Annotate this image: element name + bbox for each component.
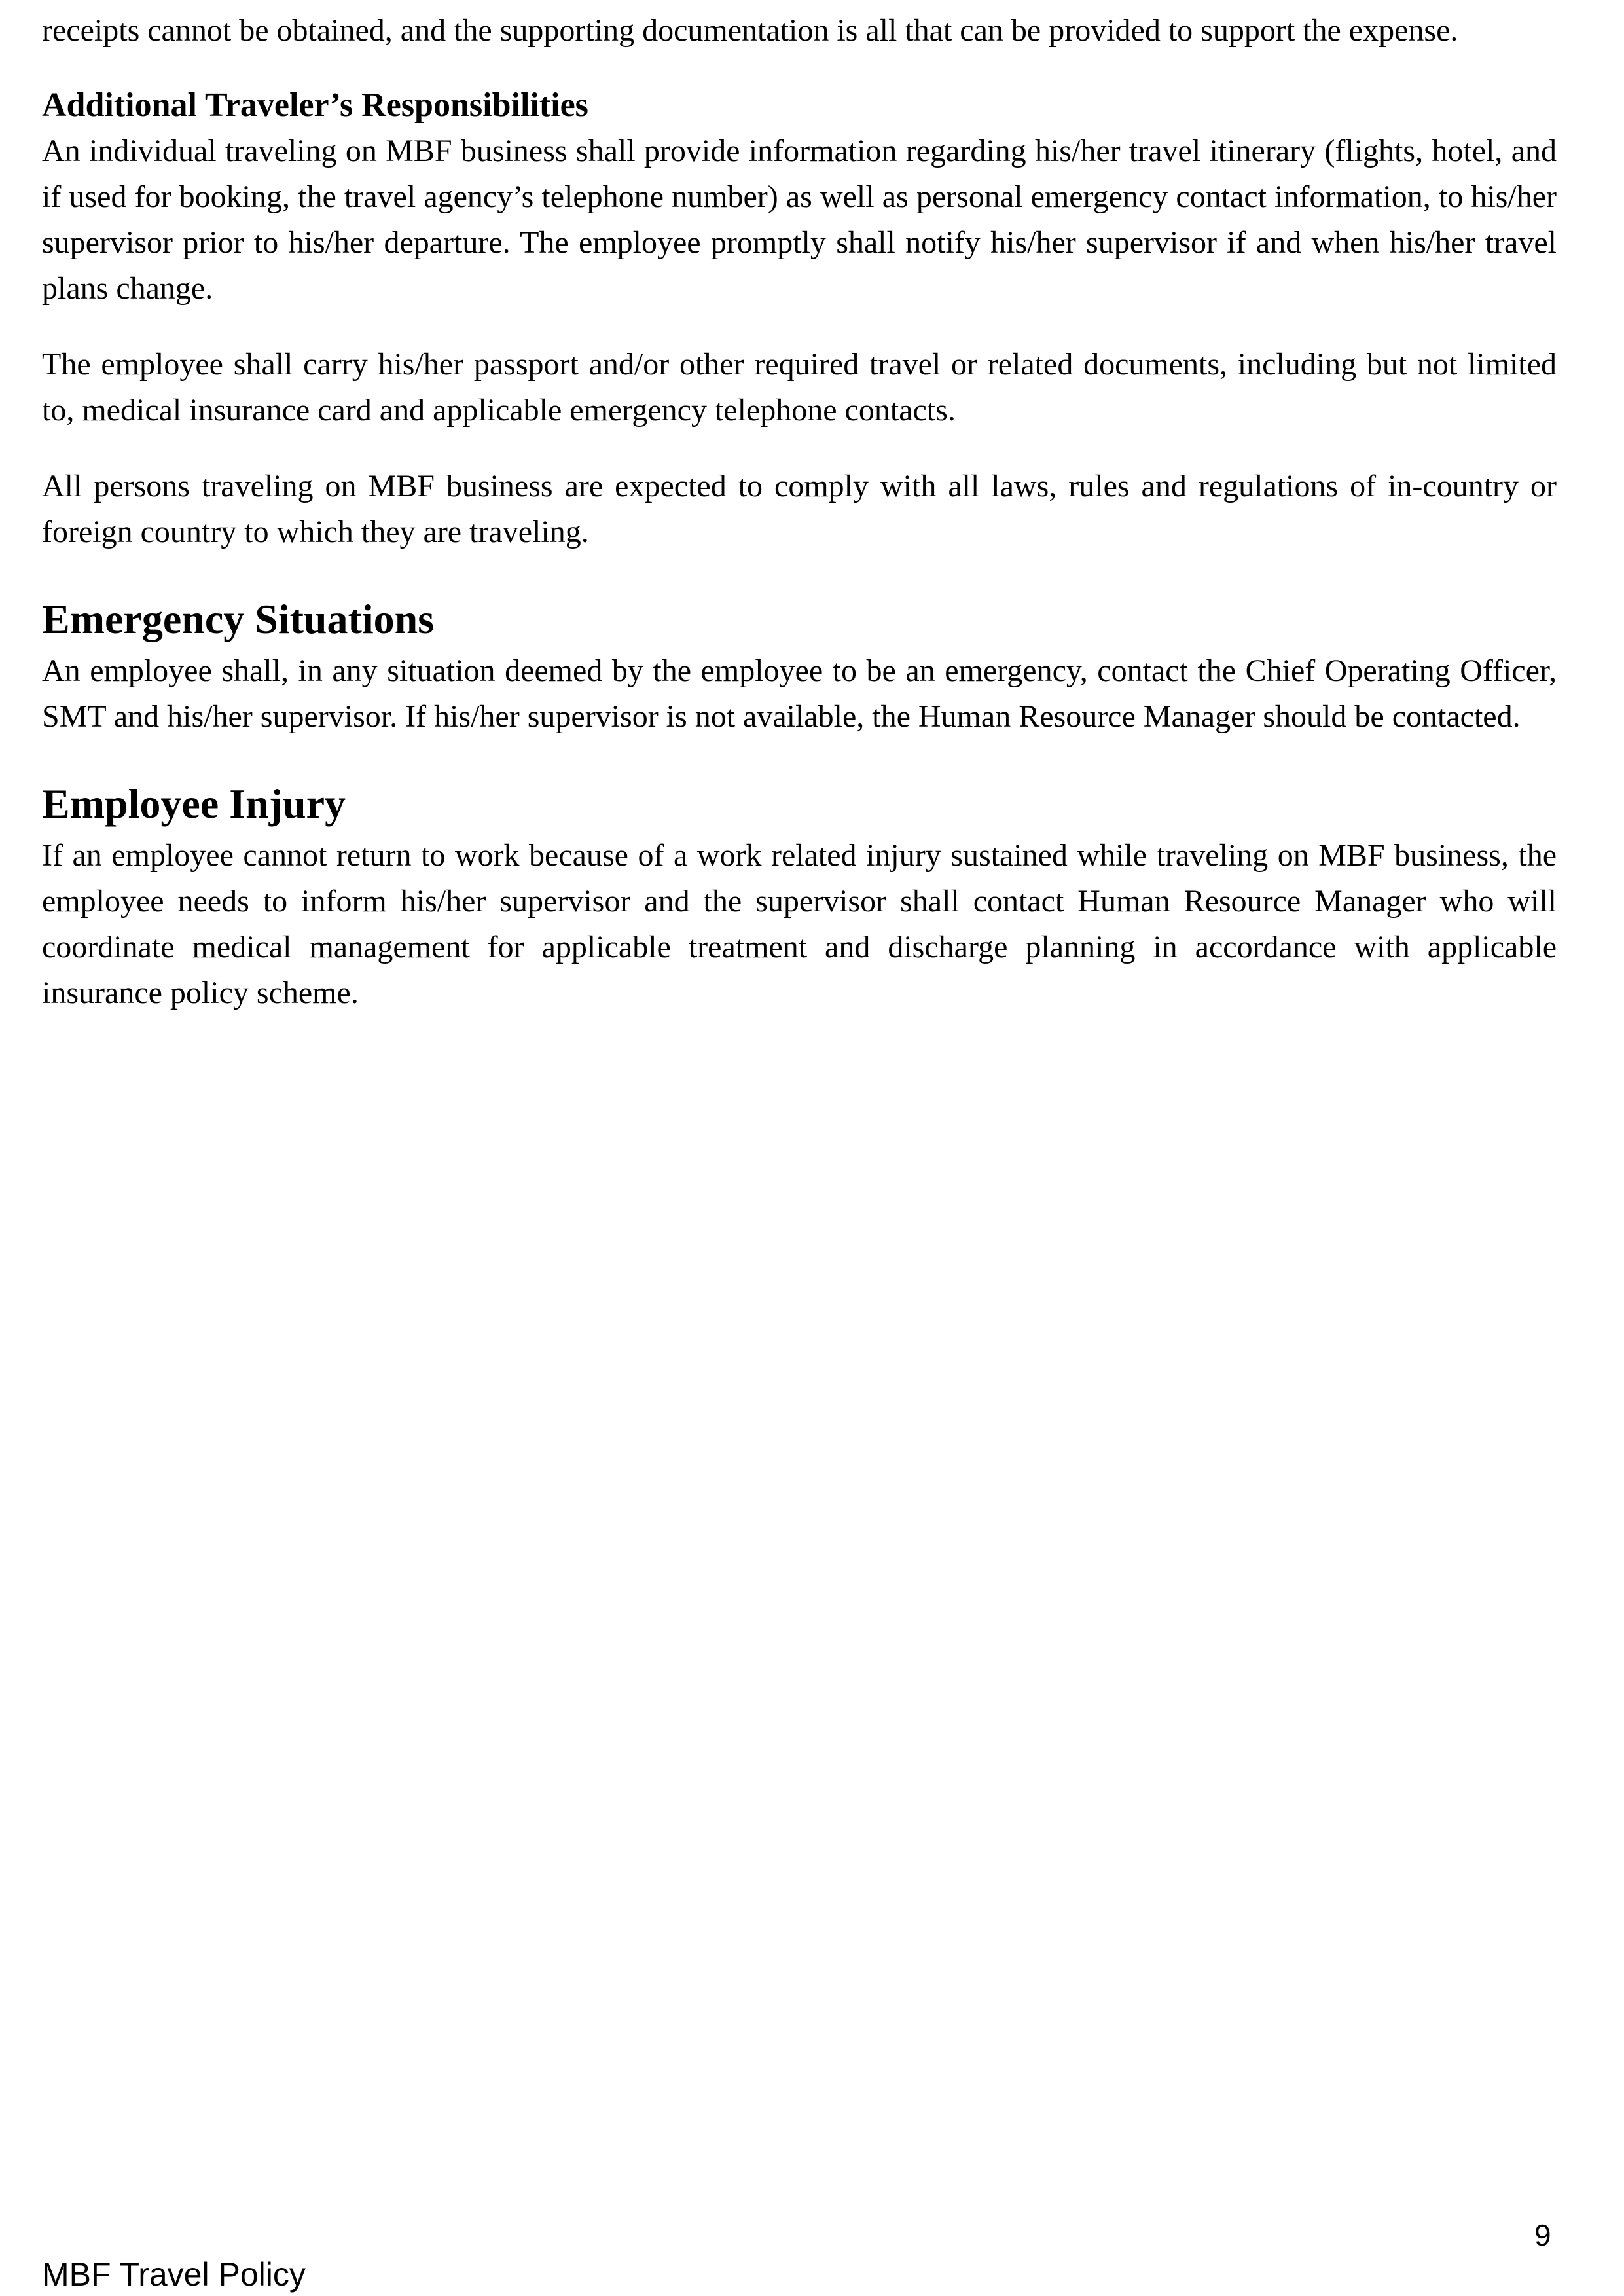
- footer-document-title: MBF Travel Policy: [42, 2256, 306, 2293]
- employee-injury-heading: Employee Injury: [42, 780, 346, 827]
- emergency-paragraph: An employee shall, in any situation deemed by the employee to be an emergency, contact the Chief Operating Officer, SMT and his/her supervisor. If his/her supervisor is not available, the Human Resource Manager should be contacted.: [42, 653, 1557, 734]
- itinerary-paragraph: An individual traveling on MBF business shall provide information regarding his/her travel itinerary (flights, hotel, and if used for booking, the travel agency’s telephone number) as well as personal emergency contact information, to his/her supervisor prior to his/her departure. The employee promptly shall notify his/her supervisor if and when his/her travel plans change.: [42, 134, 1557, 306]
- emergency-situations-heading: Emergency Situations: [42, 596, 435, 642]
- employee-injury-section: [42, 779, 1557, 1016]
- continued-paragraph: receipts cannot be obtained, and the supporting documentation is all that can be provided to support the expense.: [42, 13, 1458, 48]
- documents-paragraph: The employee shall carry his/her passport and/or other required travel or related documents, including but not limited to, medical insurance card and applicable emergency telephone contacts.: [42, 347, 1557, 428]
- traveler-responsibilities-section: [42, 82, 1557, 555]
- page-number: 9: [1534, 2218, 1551, 2252]
- emergency-situations-section: [42, 594, 1557, 740]
- compliance-paragraph: All persons traveling on MBF business are expected to comply with all laws, rules and regulations of in-country or foreign country to which they are traveling.: [42, 469, 1557, 549]
- page-content: [42, 8, 1557, 1016]
- traveler-responsibilities-heading: Additional Traveler’s Responsibilities: [42, 86, 588, 124]
- injury-paragraph: If an employee cannot return to work because of a work related injury sustained while traveling on MBF business, the employee needs to inform his/her supervisor and the supervisor shall contact Human Resource Manager who will coordinate medical management for applicable treatment and discharge planning in accordance with applicable insurance policy scheme.: [42, 838, 1557, 1010]
